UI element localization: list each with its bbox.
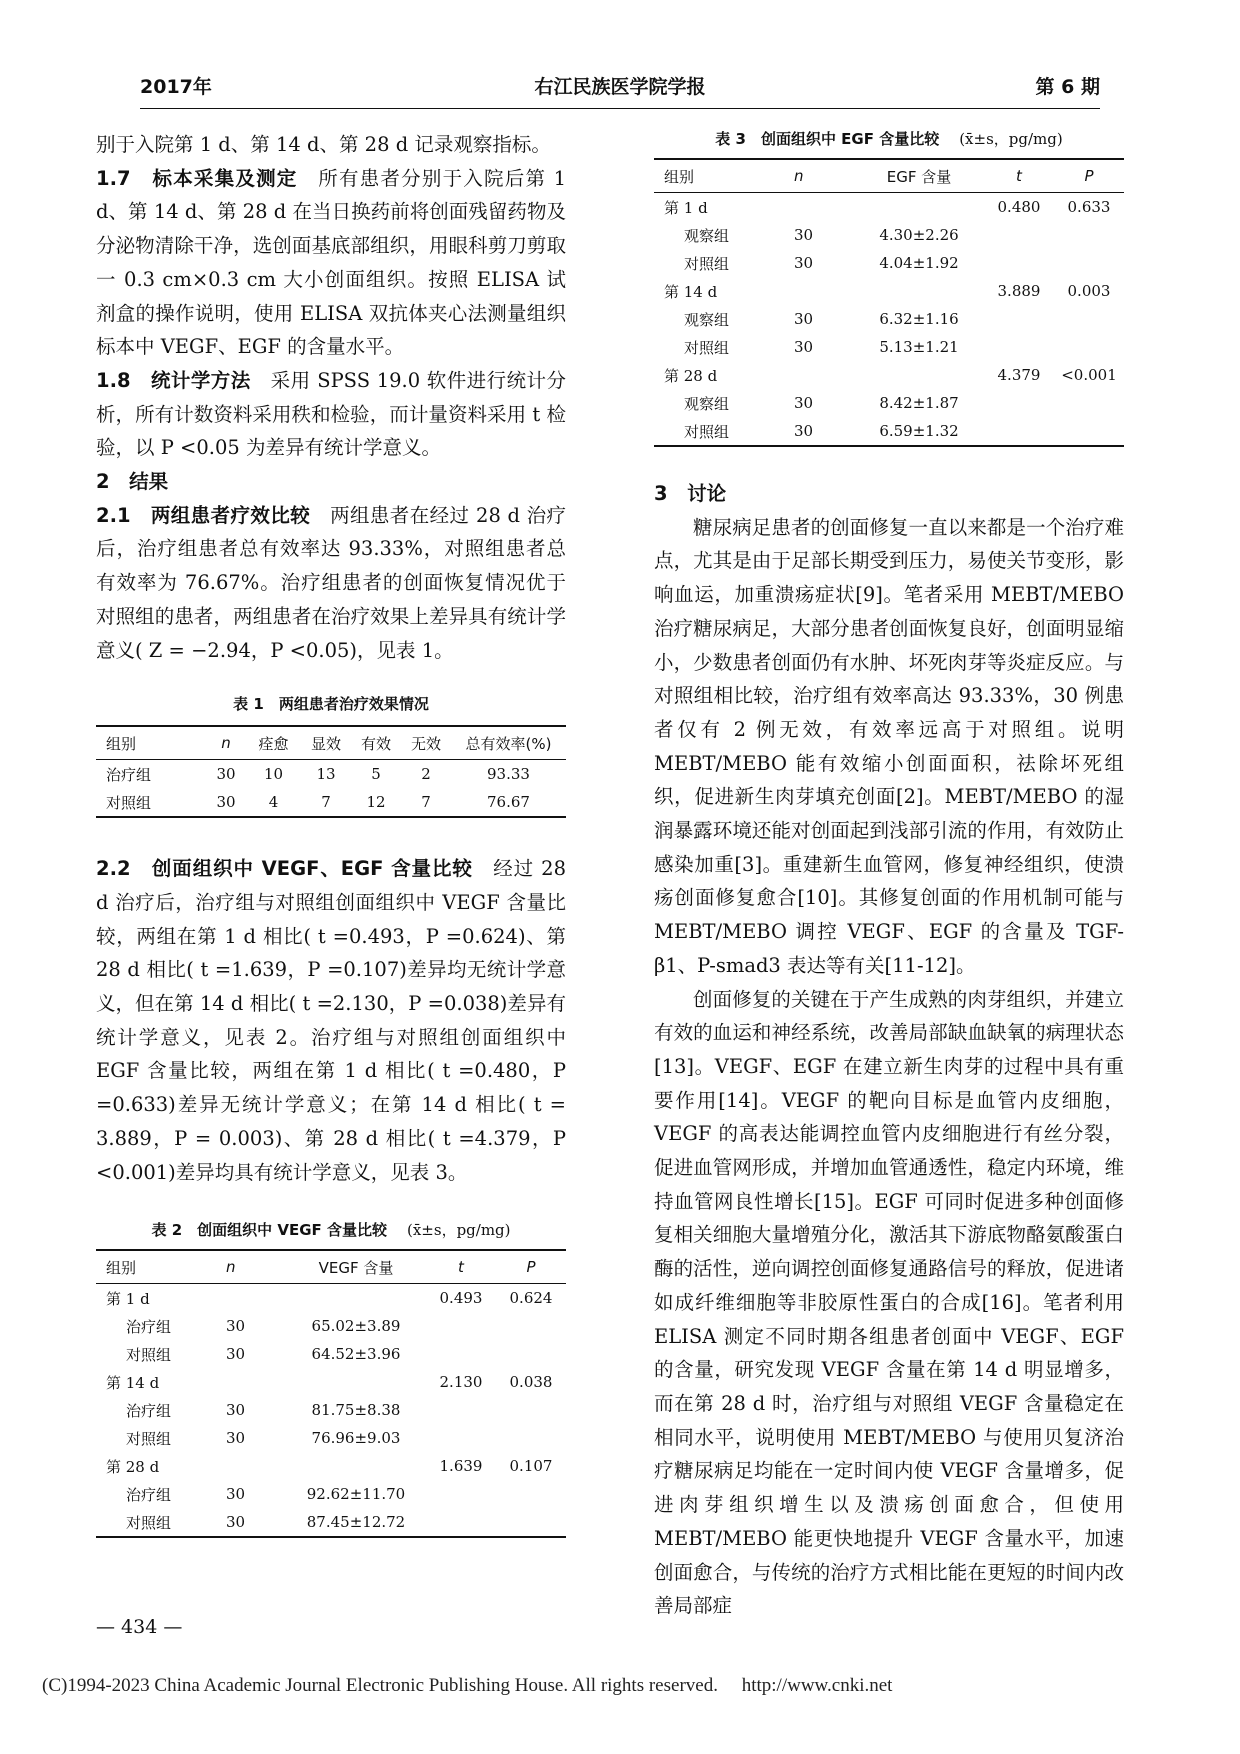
table-cell (984, 417, 1054, 446)
table-cell: 30 (794, 310, 814, 328)
table-header: VEGF 含量 (286, 1250, 426, 1284)
table-cell (1054, 417, 1124, 446)
table-cell (496, 1480, 566, 1508)
table-header: 总有效率(%) (451, 726, 566, 760)
header-journal: 右江民族医学院学报 (534, 76, 706, 98)
table-cell: <0.001 (1061, 366, 1117, 384)
table-cell (496, 1312, 566, 1340)
table-3-title: 表 3 创面组织中 EGF 含量比较 (715, 130, 940, 148)
table-cell (984, 221, 1054, 249)
table-cell (984, 333, 1054, 361)
table-cell: 76.67 (487, 793, 530, 812)
table-cell: 30 (794, 394, 814, 412)
table-cell: 30 (226, 1401, 246, 1420)
section-2-heading: 2 结果 (96, 470, 169, 494)
table-cell (854, 361, 984, 389)
table-header: 组别 (96, 1250, 226, 1284)
section-1-7 (96, 162, 566, 364)
table-header-row (96, 1250, 566, 1284)
table-row (654, 193, 1124, 222)
table-cell: 0.493 (439, 1289, 483, 1308)
table-cell: 0.633 (1067, 198, 1111, 216)
table-cell: 第 28 d (664, 366, 718, 385)
header-issue: 第 6 期 (1035, 76, 1100, 98)
table-cell (286, 1368, 426, 1396)
table-row (96, 1424, 566, 1452)
table-cell: 30 (226, 1429, 246, 1448)
table-2-caption (96, 1219, 566, 1241)
table-cell: 第 14 d (664, 282, 718, 301)
table-row (654, 389, 1124, 417)
table-cell (1054, 305, 1124, 333)
table-row (654, 277, 1124, 305)
section-1-8 (96, 364, 566, 465)
table-cell: 30 (216, 765, 236, 784)
table-1-caption: 表 1 两组患者治疗效果情况 (233, 695, 429, 714)
table-row (96, 1340, 566, 1368)
table-cell: 2.130 (439, 1373, 483, 1392)
right-column (654, 128, 1124, 1623)
table-cell (426, 1312, 496, 1340)
table-cell: 治疗组 (126, 1401, 172, 1420)
table-header: n (794, 159, 854, 193)
table-header-row (654, 159, 1124, 193)
table-cell (286, 1284, 426, 1313)
table-header: P (496, 1250, 566, 1284)
table-cell (854, 277, 984, 305)
table-cell: 治疗组 (126, 1485, 172, 1504)
table-cell (496, 1424, 566, 1452)
table-row (654, 221, 1124, 249)
table-cell: 64.52±3.96 (311, 1345, 401, 1364)
table-cell: 92.62±11.70 (306, 1485, 406, 1504)
table-cell: 30 (226, 1513, 246, 1532)
copyright-line: (C)1994-2023 China Academic Journal Electronic Publishing House. All rights reserved. http://www.cnki.net (42, 1675, 893, 1696)
table-cell: 第 1 d (664, 198, 708, 217)
table-cell: 30 (226, 1317, 246, 1336)
table-cell: 0.480 (997, 198, 1041, 216)
table-cell: 第 28 d (106, 1457, 160, 1476)
left-column (96, 128, 566, 1538)
table-cell: 观察组 (684, 226, 730, 245)
table-header: t (984, 159, 1054, 193)
running-header (140, 68, 1100, 102)
table-row (96, 1284, 566, 1313)
table-row (96, 1480, 566, 1508)
table-cell: 10 (263, 765, 284, 784)
table-cell: 1.639 (439, 1457, 483, 1476)
table-header: 无效 (401, 726, 451, 760)
table-cell (426, 1396, 496, 1424)
table-cell: 5.13±1.21 (879, 338, 959, 356)
section-2-2-body: 经过 28 d 治疗后，治疗组与对照组创面组织中 VEGF 含量比较，两组在第 1 d 相比( t =0.493，P =0.624)、第 28 d 相比( t =1.639，P =0.107)差异均无统计学意义，但在第 14 d 相比( t =2.130，P =0.038)差异有统计学意义，见表 2。治疗组与对照组创面组织中 EGF 含量比较，两组在第 1 d 相比( t =0.480，P =0.633)差异无统计学意义；在第 14 d 相比( t = 3.889，P = 0.003)、第 28 d 相比( t =4.379，P <0.001)差异均具有统计学意义，见表 3。 (96, 857, 566, 1184)
table-cell: 第 1 d (106, 1289, 150, 1308)
table-cell: 30 (794, 338, 814, 356)
table-cell: 30 (226, 1485, 246, 1504)
table-cell: 0.003 (1067, 282, 1111, 300)
table-cell: 76.96±9.03 (311, 1429, 401, 1448)
table-cell: 13 (316, 765, 336, 784)
table-cell: 治疗组 (106, 765, 152, 784)
section-2-2 (96, 852, 566, 1189)
table-row (96, 1368, 566, 1396)
table-cell (426, 1424, 496, 1452)
table-header: n (226, 1250, 286, 1284)
table-cell (984, 389, 1054, 417)
table-row (96, 1508, 566, 1537)
header-year: 2017年 (140, 76, 212, 98)
table-cell: 30 (794, 226, 814, 244)
table-cell (794, 361, 854, 389)
table-cell: 对照组 (126, 1345, 172, 1364)
table-header: 组别 (654, 159, 794, 193)
discussion-paragraph-2: 创面修复的关键在于产生成熟的肉芽组织，并建立有效的血运和神经系统，改善局部缺血缺氧的病理状态[13]。VEGF、EGF 在建立新生肉芽的过程中具有重要作用[14]。VEGF 的靶向目标是血管内皮细胞，VEGF 的高表达能调控血管内皮细胞进行有丝分裂，促进血管网形成，并增加血管通透性，稳定内环境，维持血管网良性增长[15]。EGF 可同时促进多种创面修复相关细胞大量增殖分化，激活其下游底物酪氨酸蛋白酶的活性，逆向调控创面修复通路信号的释放，促进诸如成纤维细胞等非胶原性蛋白的合成[16]。笔者利用 ELISA 测定不同时期各组患者创面中 VEGF、EGF 的含量，研究发现 VEGF 含量在第 14 d 明显增多，而在第 28 d 时，治疗组与对照组 VEGF 含量稳定在相同水平，说明使用 MEBT/MEBO 与使用贝复济治疗糖尿病足均能在一定时间内使 VEGF 含量增多，促进肉芽组织增生以及溃疡创面愈合，但使用 MEBT/MEBO 能更快地提升 VEGF 含量水平，加速创面愈合，与传统的治疗方式相比能在更短的时间内改善局部症 (654, 987, 1124, 1618)
table-cell: 治疗组 (126, 1317, 172, 1336)
table-row (96, 788, 566, 817)
table-cell (854, 193, 984, 222)
paragraph-continuation: 别于入院第 1 d、第 14 d、第 28 d 记录观察指标。 (96, 133, 551, 156)
table-cell: 观察组 (684, 394, 730, 413)
table-cell: 观察组 (684, 310, 730, 329)
table-2-unit: (x̄±s，pg/mg) (407, 1221, 511, 1240)
section-2-1-body: 两组患者在经过 28 d 治疗后，治疗组患者总有效率达 93.33%，对照组患者总有效率为 76.67%。治疗组患者的创面恢复情况优于对照组的患者，两组患者在治疗效果上差异具有统计学意义( Z = −2.94，P <0.05)，见表 1。 (96, 503, 566, 662)
table-header: P (1054, 159, 1124, 193)
table-2-title: 表 2 创面组织中 VEGF 含量比较 (151, 1221, 387, 1240)
table-cell: 对照组 (684, 338, 730, 357)
table-row (96, 1396, 566, 1424)
table-row (654, 305, 1124, 333)
table-cell: 93.33 (487, 765, 530, 784)
table-cell: 30 (794, 254, 814, 272)
table-header: 组别 (96, 726, 206, 760)
table-header: 显效 (301, 726, 351, 760)
table-cell: 对照组 (684, 422, 730, 441)
table-cell (496, 1340, 566, 1368)
table-cell: 对照组 (684, 254, 730, 273)
table-row (654, 417, 1124, 446)
section-2-1 (96, 499, 566, 668)
table-cell (496, 1396, 566, 1424)
table-cell: 7 (421, 793, 431, 812)
table-cell: 6.59±1.32 (879, 422, 959, 440)
table-cell: 对照组 (126, 1429, 172, 1448)
header-rule (140, 108, 1100, 109)
table-3 (654, 158, 1124, 447)
table-cell (794, 277, 854, 305)
table-3-unit: (x̄±s，pg/mg) (959, 130, 1063, 148)
section-3-heading: 3 讨论 (654, 482, 727, 505)
table-cell: 30 (226, 1345, 246, 1364)
table-cell: 2 (421, 765, 431, 784)
table-row (96, 760, 566, 789)
table-cell: 0.038 (509, 1373, 553, 1392)
table-cell: 8.42±1.87 (879, 394, 959, 412)
table-1 (96, 725, 566, 818)
table-cell: 7 (321, 793, 331, 812)
table-row (96, 1452, 566, 1480)
section-1-7-body: 所有患者分别于入院后第 1 d、第 14 d、第 28 d 在当日换药前将创面残留药物及分泌物清除干净，选创面基底部组织，用眼科剪刀剪取一 0.3 cm×0.3 cm 大小创面组织。按照 ELISA 试剂盒的操作说明，使用 ELISA 双抗体夹心法测量组织标本中 VEGF、EGF 的含量水平。 (96, 166, 567, 359)
table-cell: 12 (366, 793, 386, 812)
table-cell (984, 305, 1054, 333)
table-row (654, 333, 1124, 361)
table-cell: 87.45±12.72 (306, 1513, 406, 1532)
table-cell: 5 (371, 765, 381, 784)
table-header: 痊愈 (246, 726, 301, 760)
table-row (654, 249, 1124, 277)
table-cell: 6.32±1.16 (879, 310, 959, 328)
table-cell (1054, 221, 1124, 249)
table-cell: 4.04±1.92 (879, 254, 959, 272)
table-cell (226, 1368, 286, 1396)
table-cell: 81.75±8.38 (311, 1401, 401, 1420)
table-cell (426, 1508, 496, 1537)
discussion-paragraph-1: 糖尿病足患者的创面修复一直以来都是一个治疗难点，尤其是由于足部长期受到压力，易使关节变形，影响血运，加重溃疡症状[9]。笔者采用 MEBT/MEBO 治疗糖尿病足，大部分患者创面恢复良好，创面明显缩小，少数患者创面仍有水肿、坏死肉芽等炎症反应。与对照组相比较，治疗组有效率高达 93.33%，30 例患者仅有 2 例无效，有效率远高于对照组。说明 MEBT/MEBO 能有效缩小创面面积，祛除坏死组织，促进新生肉芽填充创面[2]。MEBT/MEBO 的湿润暴露环境还能对创面起到浅部引流的作用，有效防止感染加重[3]。重建新生血管网，修复神经组织，使溃疡创面修复愈合[10]。其修复创面的作用机制可能与 MEBT/MEBO 调控 VEGF、EGF 的含量及 TGF-β1、P-smad3 表达等有关[11-12]。 (654, 515, 1124, 977)
table-cell: 0.107 (509, 1457, 553, 1476)
table-cell: 对照组 (106, 793, 152, 812)
table-cell: 0.624 (509, 1289, 553, 1308)
table-cell (1054, 333, 1124, 361)
table-2 (96, 1249, 566, 1538)
table-header: EGF 含量 (854, 159, 984, 193)
table-cell (496, 1508, 566, 1537)
section-2-1-heading: 2.1 两组患者疗效比较 (96, 503, 311, 527)
table-cell: 30 (216, 793, 236, 812)
section-1-7-heading: 1.7 标本采集及测定 (96, 166, 298, 190)
table-cell: 3.889 (997, 282, 1041, 300)
table-cell: 第 14 d (106, 1373, 160, 1392)
table-header-row (96, 726, 566, 760)
table-cell (794, 193, 854, 222)
table-cell (226, 1452, 286, 1480)
section-1-8-heading: 1.8 统计学方法 (96, 368, 251, 392)
table-cell (226, 1284, 286, 1313)
table-cell: 4 (268, 793, 279, 812)
table-header: 有效 (351, 726, 401, 760)
table-cell (426, 1340, 496, 1368)
table-cell (984, 249, 1054, 277)
table-cell: 对照组 (126, 1513, 172, 1532)
table-cell (426, 1480, 496, 1508)
table-header: n (206, 726, 246, 760)
table-cell: 4.30±2.26 (879, 226, 959, 244)
table-cell: 4.379 (997, 366, 1041, 384)
table-cell (286, 1452, 426, 1480)
table-cell: 65.02±3.89 (311, 1317, 401, 1336)
table-cell (1054, 389, 1124, 417)
section-1-8-body: 采用 SPSS 19.0 软件进行统计分析，所有计数资料采用秩和检验，而计量资料采用 t 检验，以 P <0.05 为差异有统计学意义。 (96, 368, 566, 460)
page-number: — 434 — (96, 1616, 183, 1638)
section-2-2-heading: 2.2 创面组织中 VEGF、EGF 含量比较 (96, 857, 473, 881)
table-row (96, 1312, 566, 1340)
table-cell: 30 (794, 422, 814, 440)
table-3-caption (654, 128, 1124, 150)
table-header: t (426, 1250, 496, 1284)
table-cell (1054, 249, 1124, 277)
table-row (654, 361, 1124, 389)
